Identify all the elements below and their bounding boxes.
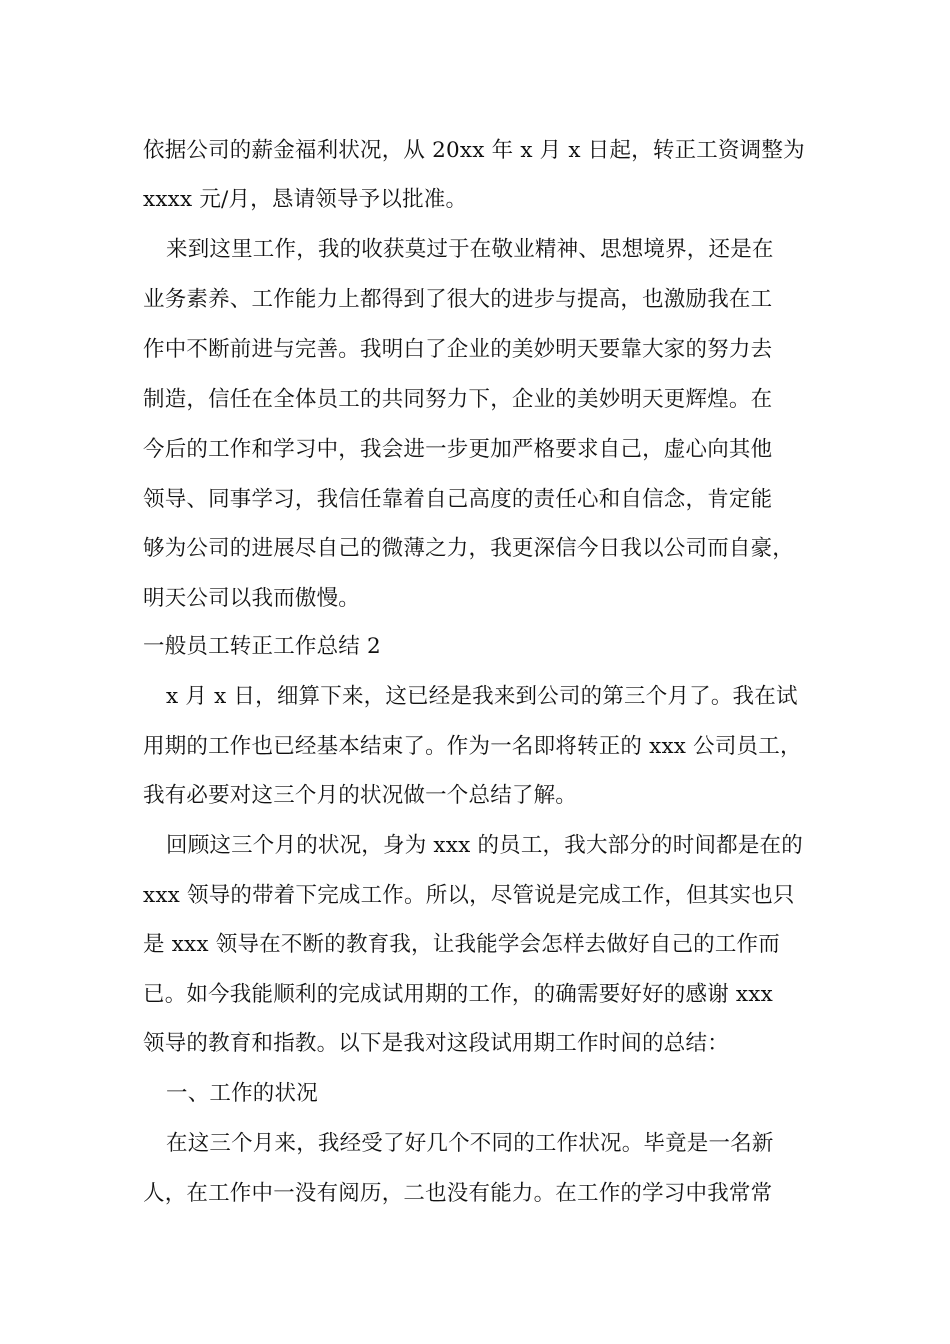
text-line-17: 是 xxx 领导在不断的教育我，让我能学会怎样去做好自己的工作而 bbox=[143, 932, 780, 957]
text-line-4: 业务素养、工作能力上都得到了很大的进步与提高，也激励我在工 bbox=[143, 287, 773, 312]
text-line-16: xxx 领导的带着下完成工作。所以，尽管说是完成工作，但其实也只 bbox=[143, 883, 795, 908]
paragraph-start-line: 来到这里工作，我的收获莫过于在敬业精神、思想境界，还是在 bbox=[166, 237, 774, 262]
text-line-22: 人，在工作中一没有阅历，二也没有能力。在工作的学习中我常常 bbox=[143, 1181, 773, 1206]
text-line-14: 我有必要对这三个月的状况做一个总结了解。 bbox=[143, 783, 578, 808]
text-line-7: 今后的工作和学习中，我会进一步更加严格要求自己，虚心向其他 bbox=[143, 437, 773, 462]
text-line-9: 够为公司的进展尽自己的微薄之力，我更深信今日我以公司而自豪， bbox=[143, 536, 795, 561]
section-title: 一般员工转正工作总结 2 bbox=[143, 634, 381, 659]
text-line-19: 领导的教育和指教。以下是我对这段试用期工作时间的总结： bbox=[143, 1031, 729, 1056]
text-line-18: 已。如今我能顺利的完成试用期的工作，的确需要好好的感谢 xxx bbox=[143, 982, 773, 1007]
paragraph-start-line: 回顾这三个月的状况，身为 xxx 的员工，我大部分的时间都是在的 bbox=[166, 833, 803, 858]
paragraph-start-line: 在这三个月来，我经受了好几个不同的工作状况。毕竟是一名新 bbox=[166, 1131, 774, 1156]
paragraph-start-line: x 月 x 日，细算下来，这已经是我来到公司的第三个月了。我在试 bbox=[166, 684, 798, 709]
text-line-10: 明天公司以我而傲慢。 bbox=[143, 586, 361, 611]
text-line-2: xxxx 元/月，恳请领导予以批准。 bbox=[143, 187, 468, 212]
subsection-title: 一、工作的状况 bbox=[166, 1081, 318, 1106]
text-line-5: 作中不断前进与完善。我明白了企业的美妙明天要靠大家的努力去 bbox=[143, 337, 773, 362]
text-line-13: 用期的工作也已经基本结束了。作为一名即将转正的 xxx 公司员工， bbox=[143, 734, 802, 759]
text-line-8: 领导、同事学习，我信任靠着自己高度的责任心和自信念，肯定能 bbox=[143, 487, 773, 512]
text-line-6: 制造，信任在全体员工的共同努力下，企业的美妙明天更辉煌。在 bbox=[143, 387, 773, 412]
text-line-1: 依据公司的薪金福利状况，从 20xx 年 x 月 x 日起，转正工资调整为 bbox=[143, 138, 805, 163]
